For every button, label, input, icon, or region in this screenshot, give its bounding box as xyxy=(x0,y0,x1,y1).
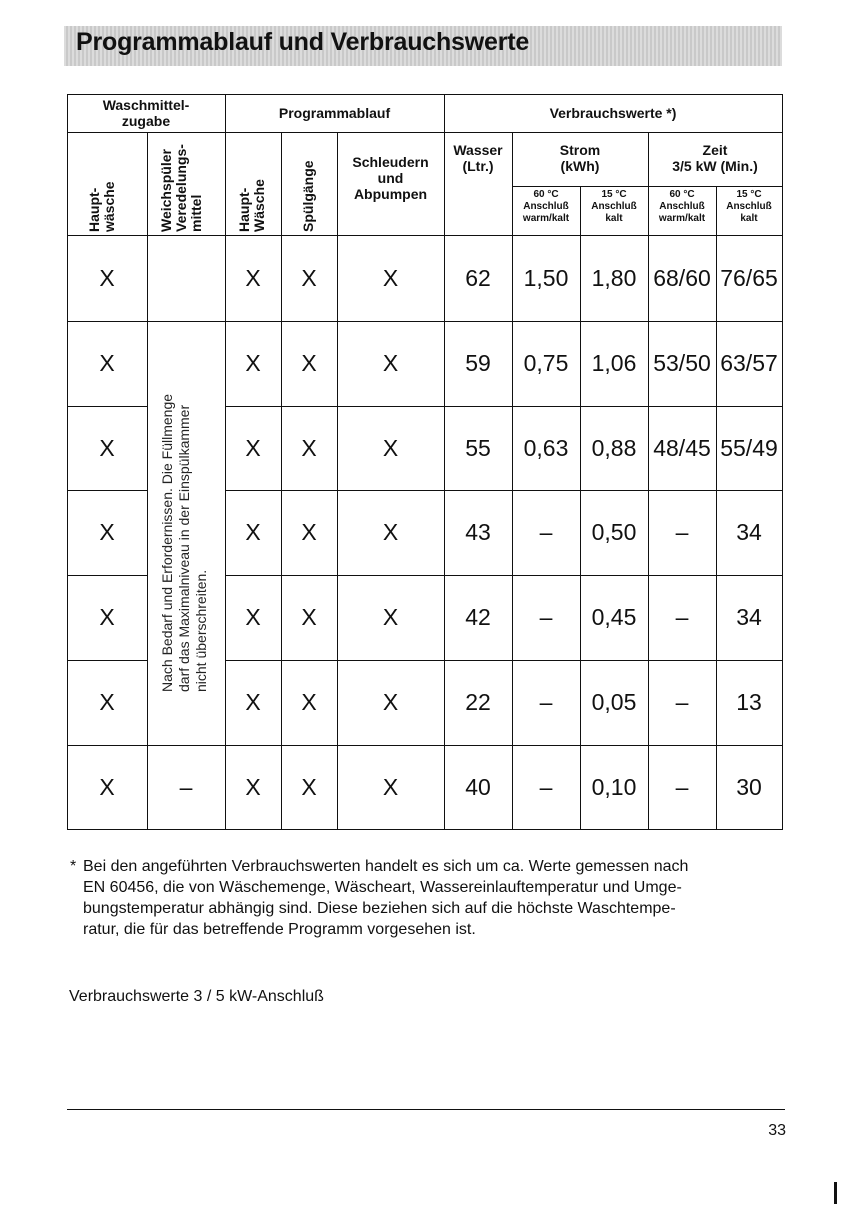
header-waschmittel-line1: Waschmittel- xyxy=(102,97,190,113)
header-hauptwaesche-1-line1: Haupt- xyxy=(86,187,102,232)
subheader-zeit-15-line3: kalt xyxy=(740,213,758,224)
cell-haupt2: X xyxy=(245,519,261,545)
subheader-zeit-60-line3: warm/kalt xyxy=(658,213,706,224)
table-border-top xyxy=(67,94,783,95)
cell-spuel: X xyxy=(301,604,317,630)
cell-zeit15: 30 xyxy=(736,773,762,800)
header-waschmittel-line2: zugabe xyxy=(121,113,171,129)
weichspueler-note-line3: nicht überschreiten. xyxy=(193,569,209,692)
cell-haupt2: X xyxy=(245,264,261,291)
consumption-table xyxy=(67,94,783,830)
edge-mark xyxy=(834,1182,837,1204)
cell-spuel: X xyxy=(301,264,317,291)
header-hauptwaesche-2 xyxy=(237,179,267,232)
cell-haupt2: X xyxy=(245,773,261,800)
cell-zeit15: 34 xyxy=(736,604,762,630)
cell-wasser: 43 xyxy=(465,519,491,545)
subheader-zeit-60-line1: 60 °C xyxy=(669,189,695,200)
cell-strom15: 0,45 xyxy=(591,604,637,630)
header-verbrauchswerte: Verbrauchswerte *) xyxy=(549,105,677,121)
cell-schleud: X xyxy=(382,434,399,461)
header-strom-line1: Strom xyxy=(559,142,601,158)
cell-strom15: 0,50 xyxy=(591,519,637,545)
header-hauptwaesche-1-line2: wäsche xyxy=(101,181,117,232)
cell-haupt: X xyxy=(99,434,115,461)
header-wasser-line1: Wasser xyxy=(453,142,503,158)
table-col-line-1 xyxy=(147,132,148,830)
cell-schleud: X xyxy=(382,773,399,800)
cell-strom60: 0,75 xyxy=(523,350,569,376)
cell-spuel: X xyxy=(301,689,317,715)
subheader-zeit-60 xyxy=(648,189,716,225)
cell-schleud: X xyxy=(382,604,399,630)
subheader-zeit-15-line1: 15 °C xyxy=(736,189,762,200)
cell-schleud: X xyxy=(382,689,399,715)
header-zeit xyxy=(648,142,782,174)
header-weichspueler-line1: Weichspüler xyxy=(158,149,174,232)
caption: Verbrauchswerte 3 / 5 kW-Anschluß xyxy=(69,988,324,1005)
cell-zeit15: 76/65 xyxy=(720,264,778,291)
subheader-zeit-15 xyxy=(716,189,782,225)
cell-strom15: 1,06 xyxy=(591,350,637,376)
header-waschmittelzugabe xyxy=(67,97,225,129)
cell-strom60: 1,50 xyxy=(523,264,569,291)
subheader-strom-15-line2: Anschluß xyxy=(591,201,637,212)
cell-zeit15: 55/49 xyxy=(720,434,778,461)
footnote-marker: * xyxy=(70,858,77,875)
cell-wasser: 59 xyxy=(465,350,491,376)
footer-rule xyxy=(67,1109,785,1110)
cell-weich: – xyxy=(179,773,193,800)
header-hauptwaesche-2-line2: Wäsche xyxy=(251,179,267,232)
cell-spuel: X xyxy=(301,773,317,800)
header-schleudern-line2: und xyxy=(377,170,404,186)
header-spuelgaenge xyxy=(301,160,316,232)
header-zeit-line1: Zeit xyxy=(702,142,728,158)
footnote-line-2: EN 60456, die von Wäschemenge, Wäscheart, Wassereinlauftemperatur und Umge- xyxy=(83,879,682,896)
cell-strom15: 1,80 xyxy=(591,264,637,291)
table-border-right xyxy=(782,94,783,830)
cell-haupt2: X xyxy=(245,689,261,715)
cell-schleud: X xyxy=(382,264,399,291)
cell-zeit15: 13 xyxy=(736,689,762,715)
header-wasser-line2: (Ltr.) xyxy=(462,158,494,174)
header-hauptwaesche-1 xyxy=(87,181,117,232)
cell-spuel: X xyxy=(301,519,317,545)
cell-spuel: X xyxy=(301,350,317,376)
cell-zeit60: 53/50 xyxy=(653,350,711,376)
cell-haupt2: X xyxy=(245,434,261,461)
cell-spuel: X xyxy=(301,434,317,461)
cell-zeit60: – xyxy=(675,604,689,630)
cell-haupt2: X xyxy=(245,350,261,376)
weichspueler-note-line2: darf das Maximalniveau in der Einspülkammer xyxy=(176,404,192,692)
cell-wasser: 55 xyxy=(465,434,491,461)
cell-haupt: X xyxy=(99,773,115,800)
header-wasser xyxy=(444,142,512,174)
header-hauptwaesche-2-line1: Haupt- xyxy=(236,187,252,232)
cell-wasser: 40 xyxy=(465,773,491,800)
subheader-strom-60 xyxy=(512,189,580,225)
subheader-strom-15-line1: 15 °C xyxy=(601,189,627,200)
header-programmablauf: Programmablauf xyxy=(278,105,391,121)
subheader-strom-60-line2: Anschluß xyxy=(523,201,569,212)
cell-strom15: 0,10 xyxy=(591,773,637,800)
cell-haupt: X xyxy=(99,604,115,630)
subheader-strom-60-line1: 60 °C xyxy=(533,189,559,200)
cell-wasser: 22 xyxy=(465,689,491,715)
header-weichspueler xyxy=(159,144,204,232)
cell-strom15: 0,05 xyxy=(591,689,637,715)
header-weichspueler-line2: Veredelungs- xyxy=(173,144,189,232)
page-number: 33 xyxy=(768,1122,786,1139)
subheader-strom-15 xyxy=(580,189,648,225)
cell-wasser: 42 xyxy=(465,604,491,630)
weichspueler-note-line1: Nach Bedarf und Erfordernissen. Die Füllmenge xyxy=(159,393,175,692)
page-title: Programmablauf und Verbrauchswerte xyxy=(76,28,530,56)
cell-zeit60: – xyxy=(675,519,689,545)
cell-strom60: – xyxy=(539,689,553,715)
table-line-group-header xyxy=(67,132,783,133)
table-border-bottom xyxy=(67,829,783,830)
cell-haupt: X xyxy=(99,689,115,715)
cell-strom60: 0,63 xyxy=(523,434,569,461)
cell-haupt: X xyxy=(99,519,115,545)
subheader-zeit-60-line2: Anschluß xyxy=(659,201,705,212)
subheader-strom-60-line3: warm/kalt xyxy=(522,213,570,224)
cell-strom60: – xyxy=(539,519,553,545)
cell-wasser: 62 xyxy=(465,264,491,291)
subheader-strom-15-line3: kalt xyxy=(605,213,623,224)
cell-schleud: X xyxy=(382,350,399,376)
cell-zeit15: 34 xyxy=(736,519,762,545)
footnote-line-3: bungstemperatur abhängig sind. Diese beziehen sich auf die höchste Waschtempe- xyxy=(83,900,676,917)
cell-zeit60: 48/45 xyxy=(653,434,711,461)
cell-zeit60: 68/60 xyxy=(653,264,711,291)
header-strom xyxy=(512,142,648,174)
cell-zeit60: – xyxy=(675,689,689,715)
footnote-line-1: Bei den angeführten Verbrauchswerten handelt es sich um ca. Werte gemessen nach xyxy=(83,858,689,875)
cell-strom15: 0,88 xyxy=(591,434,637,461)
cell-zeit60: – xyxy=(675,773,689,800)
header-schleudern-line3: Abpumpen xyxy=(353,186,428,202)
cell-strom60: – xyxy=(539,604,553,630)
cell-strom60: – xyxy=(539,773,553,800)
subheader-zeit-15-line2: Anschluß xyxy=(726,201,772,212)
cell-schleud: X xyxy=(382,519,399,545)
cell-haupt: X xyxy=(99,350,115,376)
header-weichspueler-line3: mittel xyxy=(188,194,204,232)
weichspueler-note xyxy=(159,394,210,692)
header-schleudern-line1: Schleudern xyxy=(352,154,429,170)
header-schleudern xyxy=(337,154,444,202)
cell-haupt: X xyxy=(99,264,115,291)
cell-haupt2: X xyxy=(245,604,261,630)
cell-zeit15: 63/57 xyxy=(720,350,778,376)
header-zeit-line2: 3/5 kW (Min.) xyxy=(672,158,758,174)
header-spuelgaenge-text: Spülgänge xyxy=(300,160,316,232)
header-strom-line2: (kWh) xyxy=(560,158,600,174)
footnote-line-4: ratur, die für das betreffende Programm vorgesehen ist. xyxy=(83,921,476,938)
